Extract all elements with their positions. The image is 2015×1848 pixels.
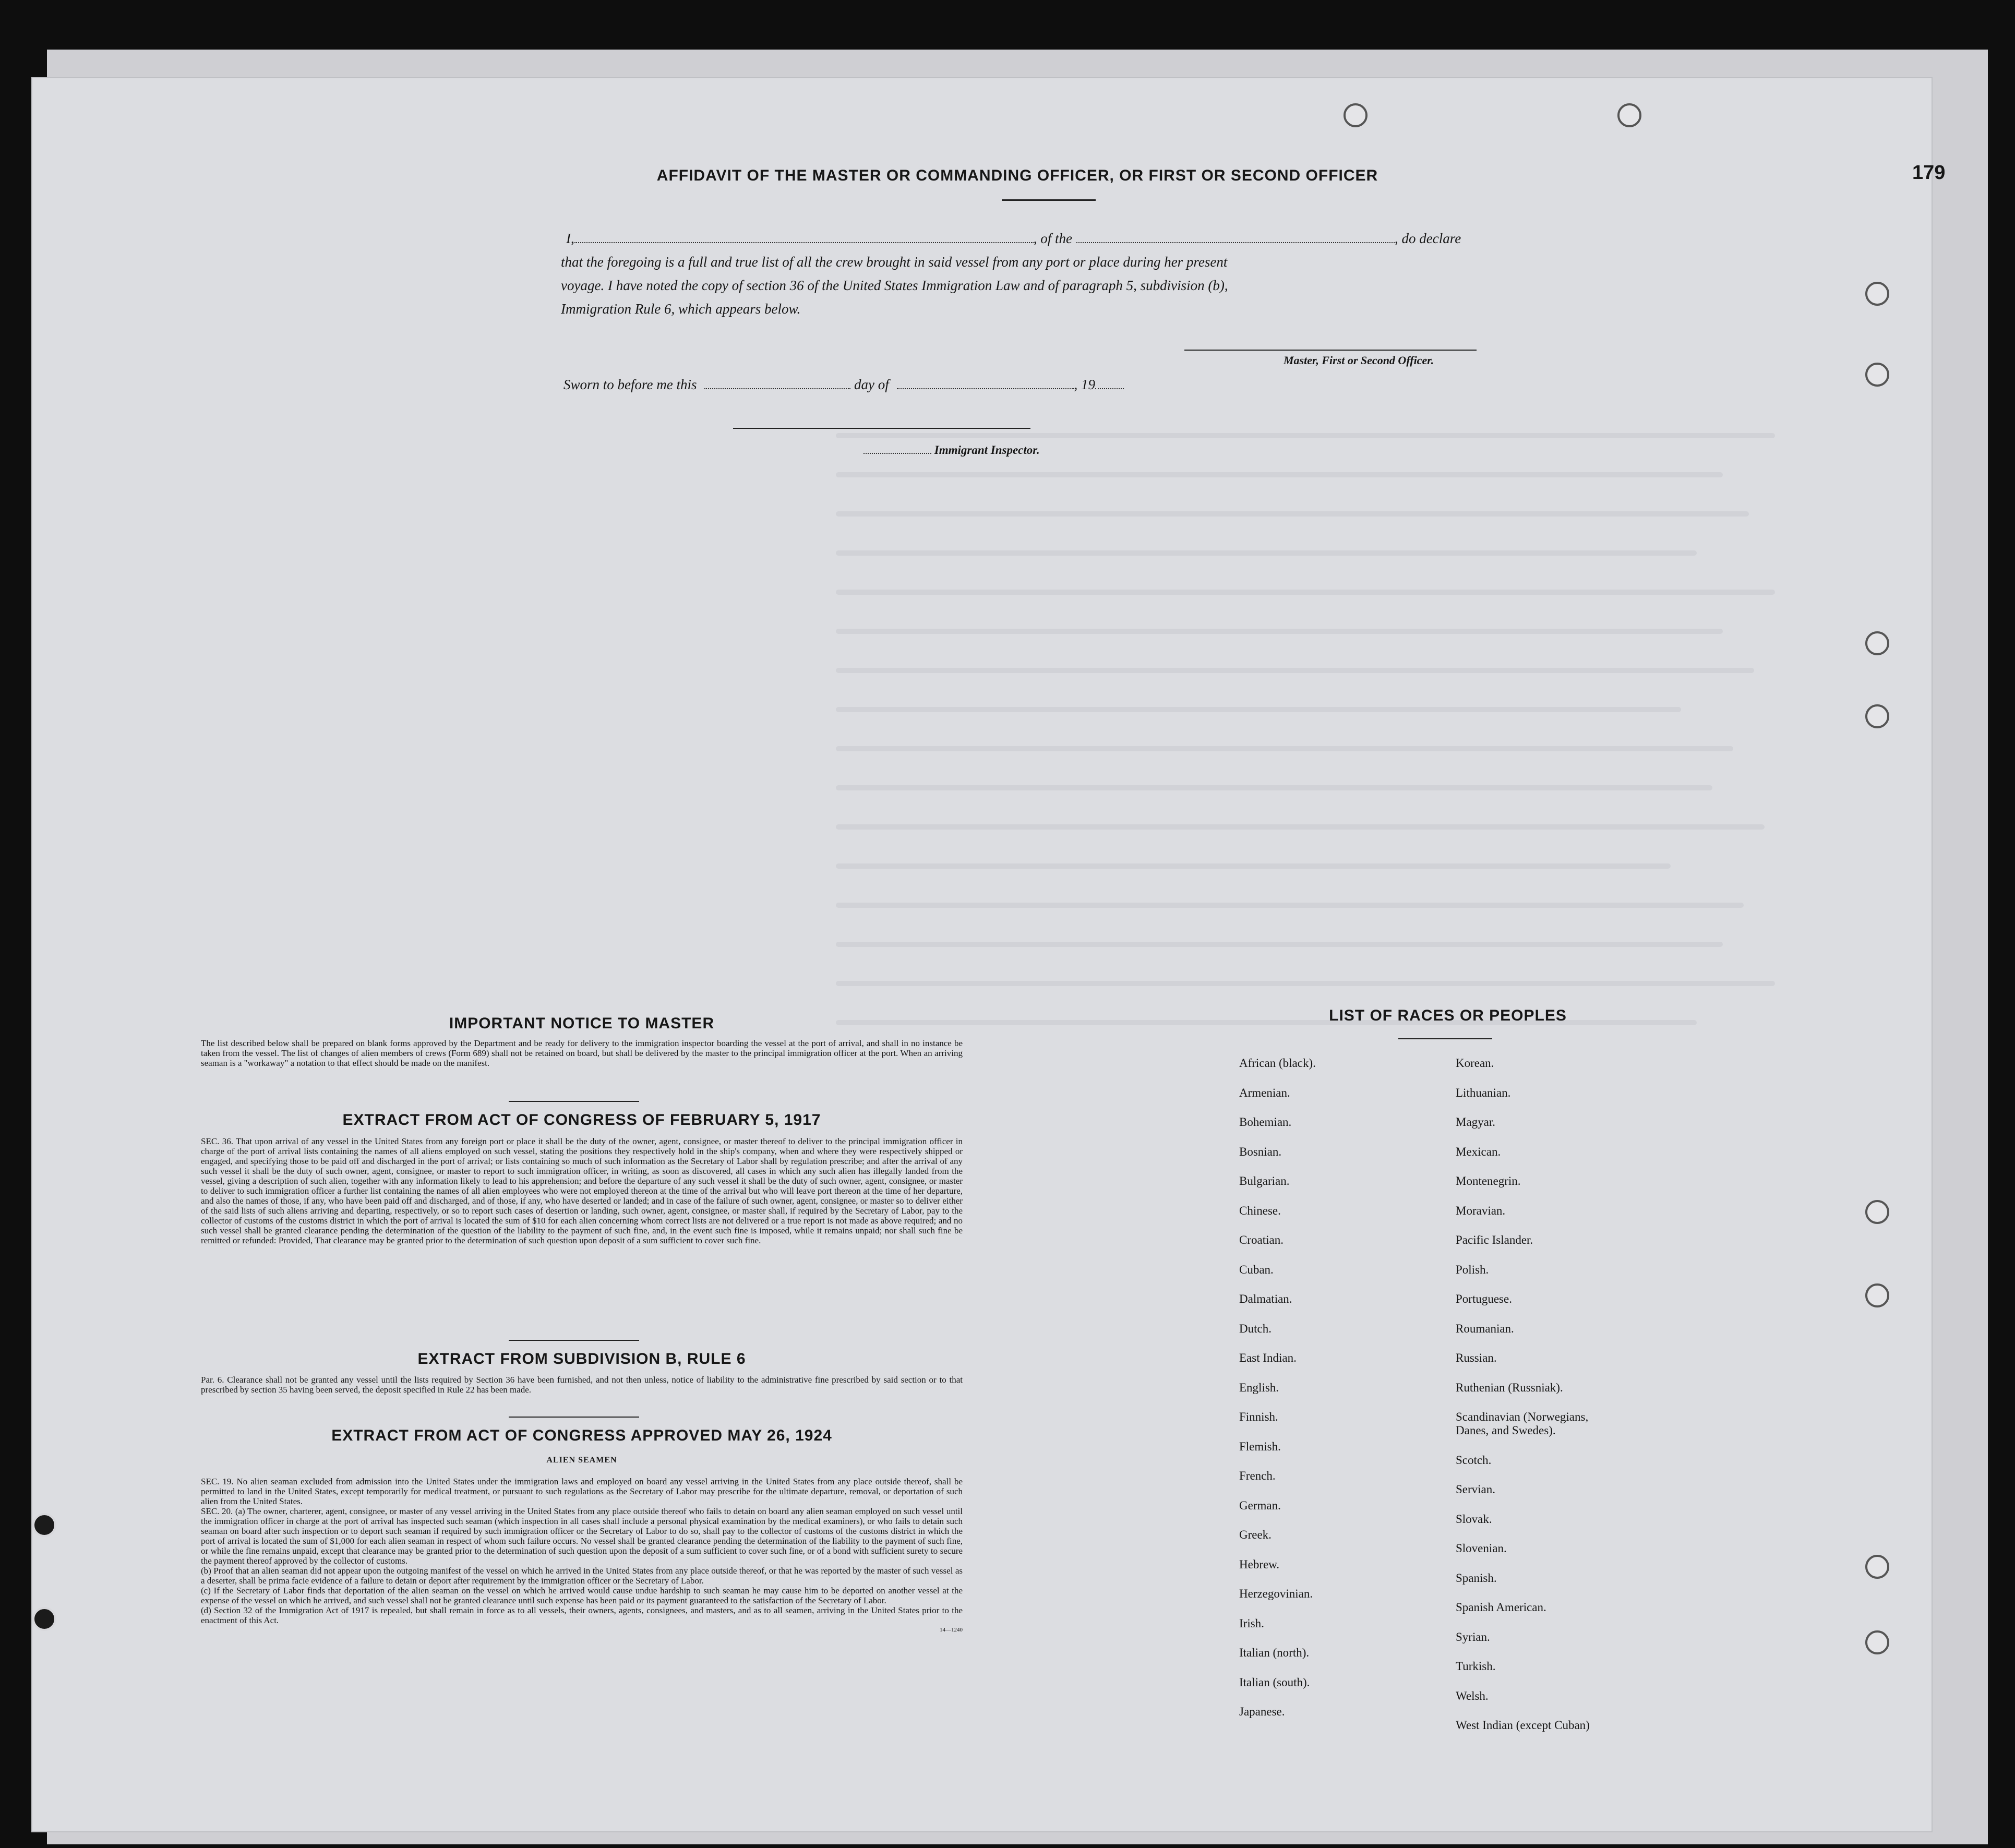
- race-item: Moravian.: [1456, 1204, 1506, 1217]
- race-item: Irish.: [1239, 1616, 1264, 1630]
- race-item: Syrian.: [1456, 1630, 1490, 1643]
- inspector-dotted: [863, 446, 931, 454]
- race-item: African (black).: [1239, 1057, 1316, 1070]
- binder-hole: [32, 1607, 56, 1631]
- affidavit-title: AFFIDAVIT OF THE MASTER OR COMMANDING OFFICER, OR FIRST OR SECOND OFFICER: [656, 167, 1378, 184]
- extract-1924-body: [201, 1477, 963, 1635]
- sworn-text-a: Sworn to before me this: [563, 377, 697, 392]
- binder-hole: [1865, 631, 1889, 655]
- races-title: LIST OF RACES OR PEOPLES: [1329, 1007, 1567, 1024]
- sec-20b: (b) Proof that an alien seaman did not appear upon the outgoing manifest of the vessel on which he arrived in the United States from any place outside thereof, or that he was reported by the master of such vessel as a deserter, shall be prima facie evidence of a failure to detain or deport after requirement by the immigration officer or the Secretary of Labor.: [201, 1566, 963, 1586]
- race-item: Flemish.: [1239, 1439, 1281, 1453]
- sworn-text-b: day of: [854, 377, 889, 392]
- races-column-2: [1456, 1057, 1748, 1745]
- race-item: Slovenian.: [1456, 1542, 1507, 1555]
- race-item: Lithuanian.: [1456, 1086, 1511, 1099]
- sworn-year-blank[interactable]: [1095, 378, 1124, 389]
- race-item: Croatian.: [1239, 1233, 1284, 1246]
- race-item: Scandinavian (Norwegians,: [1456, 1410, 1589, 1423]
- race-item: Turkish.: [1456, 1660, 1496, 1673]
- sworn-day-blank[interactable]: [704, 378, 850, 389]
- divider: [509, 1340, 639, 1341]
- sworn-month-blank[interactable]: [897, 378, 1074, 389]
- extract-1917-body: SEC. 36. That upon arrival of any vessel in the United States from any foreign port or place it shall be the duty of the owner, agent, consignee, or master thereof to deliver to the principal immigration officer in charge of the port of arrival lists containing the names of all aliens employed on such vessel, stating the positions they respectively hold in the ship's company, when and where they were respectively shipped or engaged, and specifying those to be paid off and discharged in the port of arrival; or lists containing so much of such information as the Secretary of Labor shall by regulation prescribe; and after the arrival of any such vessel it shall be the duty of such owner, agent, consignee, or master to report to such immigration officer, in writing, as soon as discovered, all cases in which any such alien has illegally landed from the vessel, giving a description of such alien, together with any information likely to lead to his apprehension; and before the departure of any such vessel it shall be the duty of such owner, agent, consignee, or master to deliver to such immigration officer a further list containing the names of all alien employees who were not employed thereon at the time of the arrival but who will leave port thereon at the time of her departure, and also the names of those, if any, who have been paid off and discharged, and of those, if any, who have deserted or landed; and in case of the failure of such owner, agent, consignee, or master so to deliver either of the said lists of such aliens arriving and departing, respectively, or so to report such cases of desertion or landing, such owner, agent, consignee, or master shall, if required by the Secretary of Labor, pay to the collector of customs of the customs district in which the port of arrival is located the sum of $10 for each alien concerning whom correct lists are not delivered or a true report is not made as above required; and no such vessel shall be granted clearance pending the determination of the question of the liability to the payment of such fine, and, in the event such fine is imposed, while it remains unpaid; nor shall such fine be remitted or refunded: Provided, That clearance may be granted prior to the determination of such question upon deposit of a sum sufficient to cover such fine.: [201, 1136, 963, 1245]
- race-item: Bohemian.: [1239, 1115, 1292, 1129]
- binder-hole: [1865, 1200, 1889, 1224]
- race-item: East Indian.: [1239, 1351, 1297, 1364]
- race-item: Russian.: [1456, 1351, 1497, 1364]
- race-item: Magyar.: [1456, 1115, 1496, 1129]
- extract-1924-title: EXTRACT FROM ACT OF CONGRESS APPROVED MAY 26, 1924: [331, 1427, 832, 1444]
- divider: [509, 1101, 639, 1102]
- race-item: Ruthenian (Russniak).: [1456, 1381, 1563, 1394]
- race-item: Bosnian.: [1239, 1145, 1282, 1158]
- affidavit-body: [561, 227, 1531, 321]
- inspector-signature-label: [863, 443, 1040, 457]
- title-divider: [1002, 199, 1096, 201]
- vessel-blank[interactable]: [1076, 232, 1395, 243]
- race-item: Finnish.: [1239, 1410, 1278, 1423]
- race-item: Pacific Islander.: [1456, 1233, 1533, 1246]
- race-item: West Indian (except Cuban): [1456, 1719, 1590, 1732]
- binder-hole: [1344, 103, 1368, 127]
- race-item: Italian (north).: [1239, 1646, 1310, 1659]
- race-item: English.: [1239, 1381, 1279, 1394]
- race-item: Korean.: [1456, 1057, 1494, 1070]
- binder-hole: [1865, 1630, 1889, 1654]
- sec-20d: (d) Section 32 of the Immigration Act of 1917 is repealed, but shall remain in force as to all vessels, their owners, agents, consignees, and masters, and as to all seamen, arriving in the United States prior to the enactment of this Act.: [201, 1605, 963, 1625]
- race-item: Italian (south).: [1239, 1675, 1310, 1689]
- binder-hole: [1617, 103, 1641, 127]
- extract-rule6-body: Par. 6. Clearance shall not be granted any vessel until the lists required by Section 36 have been furnished, and not then unless, notice of liability to the administrative fine prescribed by said section or to that prescribed by section 35 having been served, the deposit specified in Rule 22 has been made.: [201, 1375, 963, 1395]
- race-item: Greek.: [1239, 1528, 1272, 1541]
- affidavit-line2: that the foregoing is a full and true list of all the crew brought in said vessel from any port or place during her present: [561, 254, 1228, 270]
- race-item: Scotch.: [1456, 1453, 1492, 1467]
- race-item: Herzegovinian.: [1239, 1587, 1313, 1600]
- extract-rule6-title: EXTRACT FROM SUBDIVISION B, RULE 6: [417, 1350, 746, 1367]
- binder-hole: [1865, 1283, 1889, 1307]
- inspector-signature-line[interactable]: [733, 428, 1030, 429]
- race-item: Dalmatian.: [1239, 1292, 1292, 1305]
- race-item: Armenian.: [1239, 1086, 1290, 1099]
- inspector-label-text: Immigrant Inspector.: [934, 443, 1040, 457]
- page-number: 179: [1912, 162, 1946, 184]
- sec-20c: (c) If the Secretary of Labor finds that deportation of the alien seaman on the vessel on which he arrived would cause undue hardship to such seaman he may cause him to be deported on another vessel at the expense of the vessel on which he arrived, and such vessel shall not be granted clearance until such expense has been paid or its payment guaranteed to the satisfaction of the Secretary of Labor.: [201, 1586, 963, 1605]
- race-item: Spanish American.: [1456, 1601, 1546, 1614]
- sworn-text-c: , 19: [1074, 377, 1095, 392]
- race-item: Dutch.: [1239, 1322, 1272, 1335]
- affidavit-line1-b: , of the: [1033, 231, 1072, 246]
- binder-hole: [1865, 363, 1889, 387]
- race-item: Cuban.: [1239, 1263, 1274, 1276]
- divider: [509, 1417, 639, 1418]
- race-item: German.: [1239, 1498, 1281, 1512]
- notice-body: The list described below shall be prepared on blank forms approved by the Department and be ready for delivery to the immigration inspector boarding the vessel at the port of arrival, and shall in no instance be taken from the vessel. The list of changes of alien members of crews (Form 689) shall not be retained on board, but shall be delivered by the master to the principal immigration officer at the port. When an arriving seaman is a "workaway" a notation to that effect should be made on the manifest.: [201, 1038, 963, 1068]
- race-item: Chinese.: [1239, 1204, 1281, 1217]
- name-blank[interactable]: [574, 232, 1034, 243]
- sworn-line: [563, 373, 1124, 397]
- race-item: Hebrew.: [1239, 1557, 1280, 1571]
- affidavit-line3: voyage. I have noted the copy of section 36 of the United States Immigration Law and of paragraph 5, subdivision (b),: [561, 278, 1228, 293]
- race-item: French.: [1239, 1469, 1276, 1482]
- race-item: Montenegrin.: [1456, 1174, 1521, 1187]
- race-item: Japanese.: [1239, 1705, 1285, 1718]
- master-signature-line[interactable]: [1184, 350, 1477, 351]
- race-item: Portuguese.: [1456, 1292, 1512, 1305]
- binder-hole: [1865, 1555, 1889, 1579]
- race-item: Welsh.: [1456, 1689, 1489, 1702]
- sec-19: SEC. 19. No alien seaman excluded from admission into the United States under the immigration laws and employed on board any vessel arriving in the United States from any place outside thereof, shall be permitted to land in the United States, except temporarily for medical treatment, or pursuant to such regulations as the Secretary of Labor may prescribe for the ultimate departure, removal, or deportation of such alien from the United States.: [201, 1477, 963, 1506]
- binder-hole: [32, 1513, 56, 1537]
- sec-20a: SEC. 20. (a) The owner, charterer, agent, consignee, or master of any vessel arriving in the United States from any place outside thereof who fails to detain on board any alien seaman employed on such vessel until the immigration officer in charge at the port of arrival has inspected such seaman (which inspection in all cases shall include a personal physical examination by the medical examiners), or who fails to detain such seaman on board after such inspection or to deport such seaman if required by such immigration officer or the Secretary of Labor to do so, shall pay to the collector of customs of the customs district in which the port of arrival is located the sum of $1,000 for each alien seaman in respect of whom such failure occurs. No vessel shall be granted clearance pending the determination of the liability to the payment of such fine, or while the fine remains unpaid, except that clearance may be granted prior to the determination of such question upon the deposit of a sum sufficient to cover such fine, or of a bond with sufficient surety to secure the payment thereof approved by the collector of customs.: [201, 1506, 963, 1566]
- race-item: Danes, and Swedes).: [1456, 1424, 1556, 1437]
- binder-hole: [1865, 282, 1889, 306]
- binder-hole: [1865, 704, 1889, 728]
- extract-1917-title: EXTRACT FROM ACT OF CONGRESS OF FEBRUARY 5, 1917: [342, 1111, 821, 1129]
- race-item: Spanish.: [1456, 1571, 1497, 1585]
- master-signature-label: Master, First or Second Officer.: [1284, 354, 1434, 367]
- affidavit-line4: Immigration Rule 6, which appears below.: [561, 301, 801, 317]
- form-number: 14—1240: [940, 1627, 963, 1633]
- notice-title: IMPORTANT NOTICE TO MASTER: [449, 1015, 715, 1032]
- race-item: Bulgarian.: [1239, 1174, 1290, 1187]
- affidavit-line1-c: , do declare: [1395, 231, 1461, 246]
- race-item: Servian.: [1456, 1483, 1496, 1496]
- divider: [1398, 1038, 1492, 1039]
- race-item: Roumanian.: [1456, 1322, 1514, 1335]
- race-item: Slovak.: [1456, 1512, 1492, 1526]
- affidavit-line1-a: I,: [566, 231, 574, 246]
- extract-1924-subtitle: ALIEN SEAMEN: [546, 1456, 617, 1465]
- race-item: Polish.: [1456, 1263, 1489, 1276]
- race-item: Mexican.: [1456, 1145, 1501, 1158]
